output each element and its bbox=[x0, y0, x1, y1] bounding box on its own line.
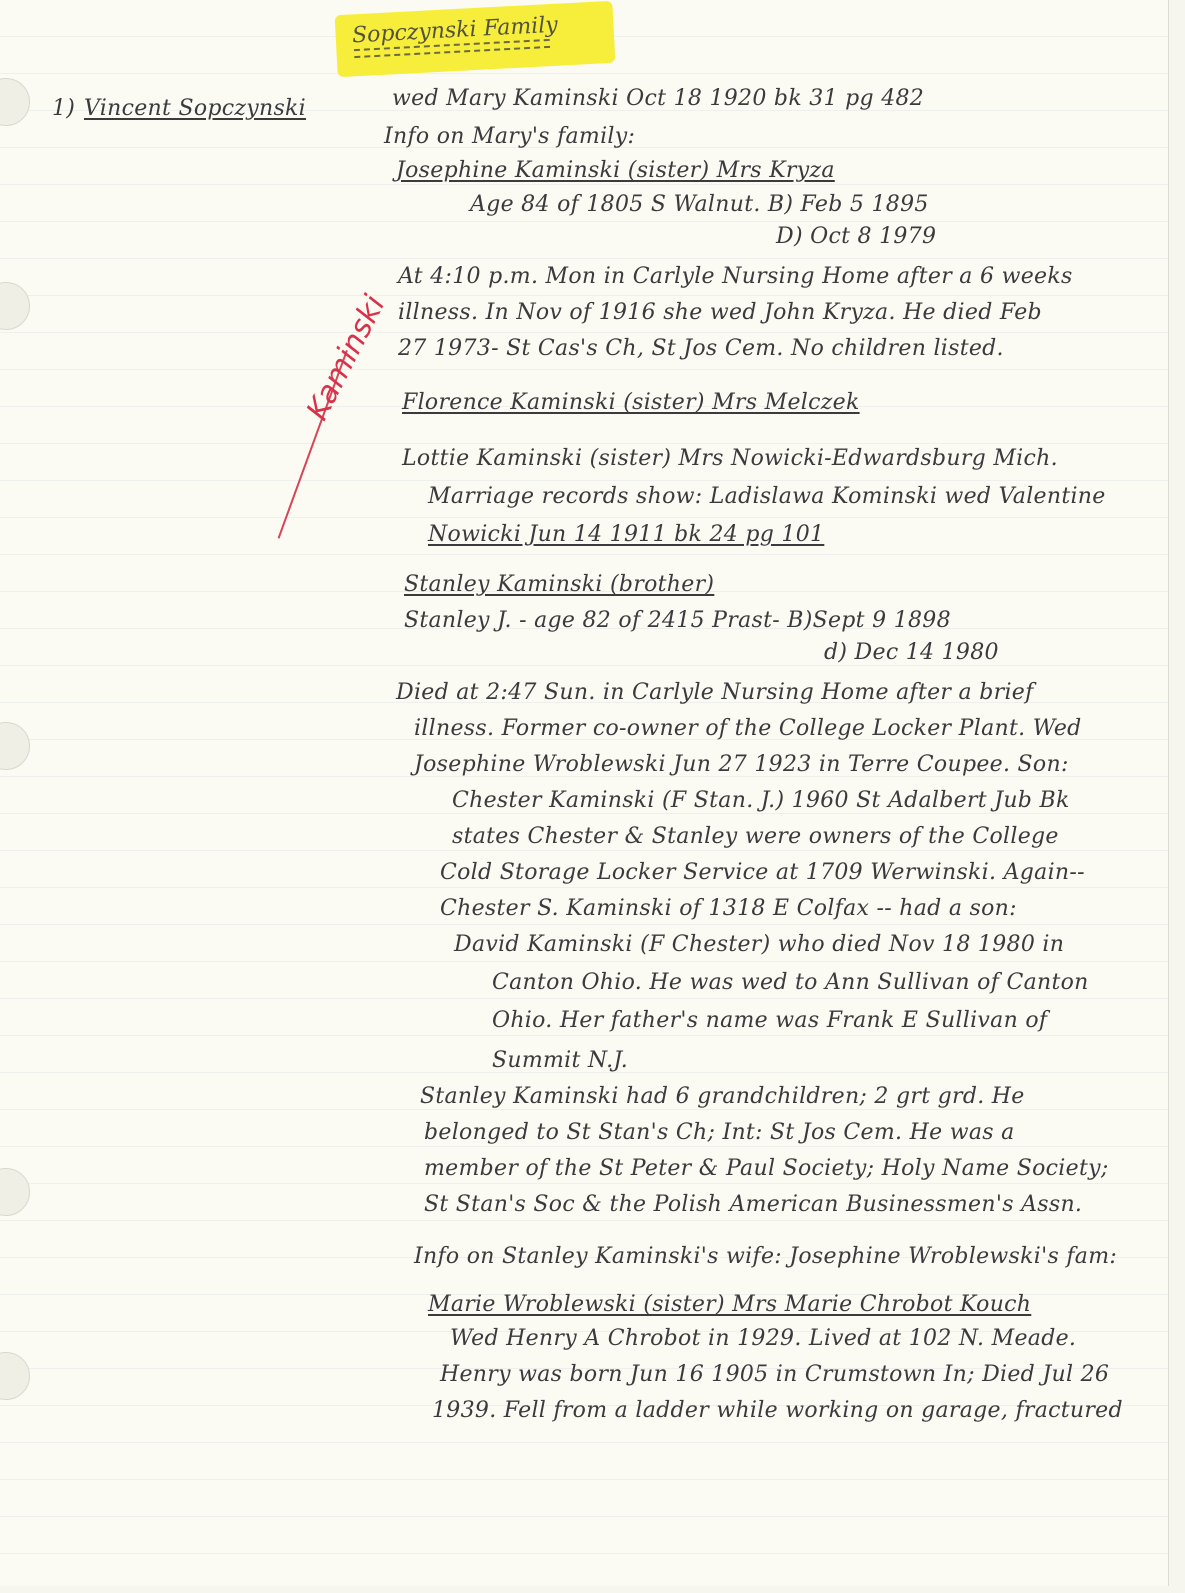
text-line: illness. In Nov of 1916 she wed John Kryza. He died Feb bbox=[398, 300, 1042, 325]
text-line: Stanley Kaminski (brother) bbox=[404, 572, 715, 597]
text-line: David Kaminski (F Chester) who died Nov 18 1980 in bbox=[454, 932, 1065, 957]
binder-hole bbox=[0, 282, 30, 330]
text-line: D) Oct 8 1979 bbox=[776, 224, 937, 249]
text-line: Chester Kaminski (F Stan. J.) 1960 St Adalbert Jub Bk bbox=[452, 788, 1070, 813]
text-line: Marie Wroblewski (sister) Mrs Marie Chrobot Kouch bbox=[428, 1292, 1032, 1317]
text-line: Stanley Kaminski had 6 grandchildren; 2 grt grd. He bbox=[420, 1084, 1025, 1109]
person-name: Vincent Sopczynski bbox=[84, 96, 307, 121]
text-line: Died at 2:47 Sun. in Carlyle Nursing Home after a brief bbox=[396, 680, 1034, 705]
text-line: 1939. Fell from a ladder while working on garage, fractured bbox=[432, 1398, 1123, 1423]
text-line: Josephine Wroblewski Jun 27 1923 in Terre Coupee. Son: bbox=[414, 752, 1069, 777]
text-line: Florence Kaminski (sister) Mrs Melczek bbox=[402, 390, 860, 415]
text-line: Ohio. Her father's name was Frank E Sullivan of bbox=[492, 1008, 1048, 1033]
text-line: Lottie Kaminski (sister) Mrs Nowicki-Edwardsburg Mich. bbox=[402, 446, 1058, 471]
binder-hole bbox=[0, 1352, 30, 1400]
text-line: St Stan's Soc & the Polish American Businessmen's Assn. bbox=[424, 1192, 1083, 1217]
text-line: 27 1973- St Cas's Ch, St Jos Cem. No children listed. bbox=[398, 336, 1004, 361]
text-line: Stanley J. - age 82 of 2415 Prast- B)Sept 9 1898 bbox=[404, 608, 951, 633]
text-line: belonged to St Stan's Ch; Int: St Jos Cem. He was a bbox=[424, 1120, 1015, 1145]
text-line: Nowicki Jun 14 1911 bk 24 pg 101 bbox=[428, 522, 825, 547]
text-line: wed Mary Kaminski Oct 18 1920 bk 31 pg 482 bbox=[392, 86, 925, 111]
page-title: Sopczynski Family bbox=[351, 12, 559, 49]
margin-correction-note: Kaminski bbox=[300, 289, 393, 426]
text-line: Josephine Kaminski (sister) Mrs Kryza bbox=[396, 158, 835, 183]
binder-hole bbox=[0, 722, 30, 770]
text-line: illness. Former co-owner of the College Locker Plant. Wed bbox=[414, 716, 1082, 741]
text-line: member of the St Peter & Paul Society; Holy Name Society; bbox=[424, 1156, 1109, 1181]
text-line: At 4:10 p.m. Mon in Carlyle Nursing Home after a 6 weeks bbox=[398, 264, 1073, 289]
text-line: Info on Mary's family: bbox=[384, 124, 636, 149]
binder-hole bbox=[0, 1168, 30, 1216]
text-line: Age 84 of 1805 S Walnut. B) Feb 5 1895 bbox=[470, 192, 929, 217]
text-line: d) Dec 14 1980 bbox=[824, 640, 999, 665]
text-line: Marriage records show: Ladislawa Kominski wed Valentine bbox=[428, 484, 1106, 509]
text-line: Cold Storage Locker Service at 1709 Werwinski. Again-- bbox=[440, 860, 1085, 885]
text-line: Wed Henry A Chrobot in 1929. Lived at 102 N. Meade. bbox=[450, 1326, 1077, 1351]
text-line: Summit N.J. bbox=[492, 1048, 629, 1073]
text-line: states Chester & Stanley were owners of the College bbox=[452, 824, 1059, 849]
person-number: 1) bbox=[52, 96, 76, 121]
text-line: Canton Ohio. He was wed to Ann Sullivan of Canton bbox=[492, 970, 1089, 995]
text-line: Chester S. Kaminski of 1318 E Colfax -- had a son: bbox=[440, 896, 1017, 921]
text-line: Info on Stanley Kaminski's wife: Josephine Wroblewski's fam: bbox=[414, 1244, 1118, 1269]
binder-hole bbox=[0, 78, 30, 126]
text-line: Henry was born Jun 16 1905 in Crumstown In; Died Jul 26 bbox=[440, 1362, 1110, 1387]
